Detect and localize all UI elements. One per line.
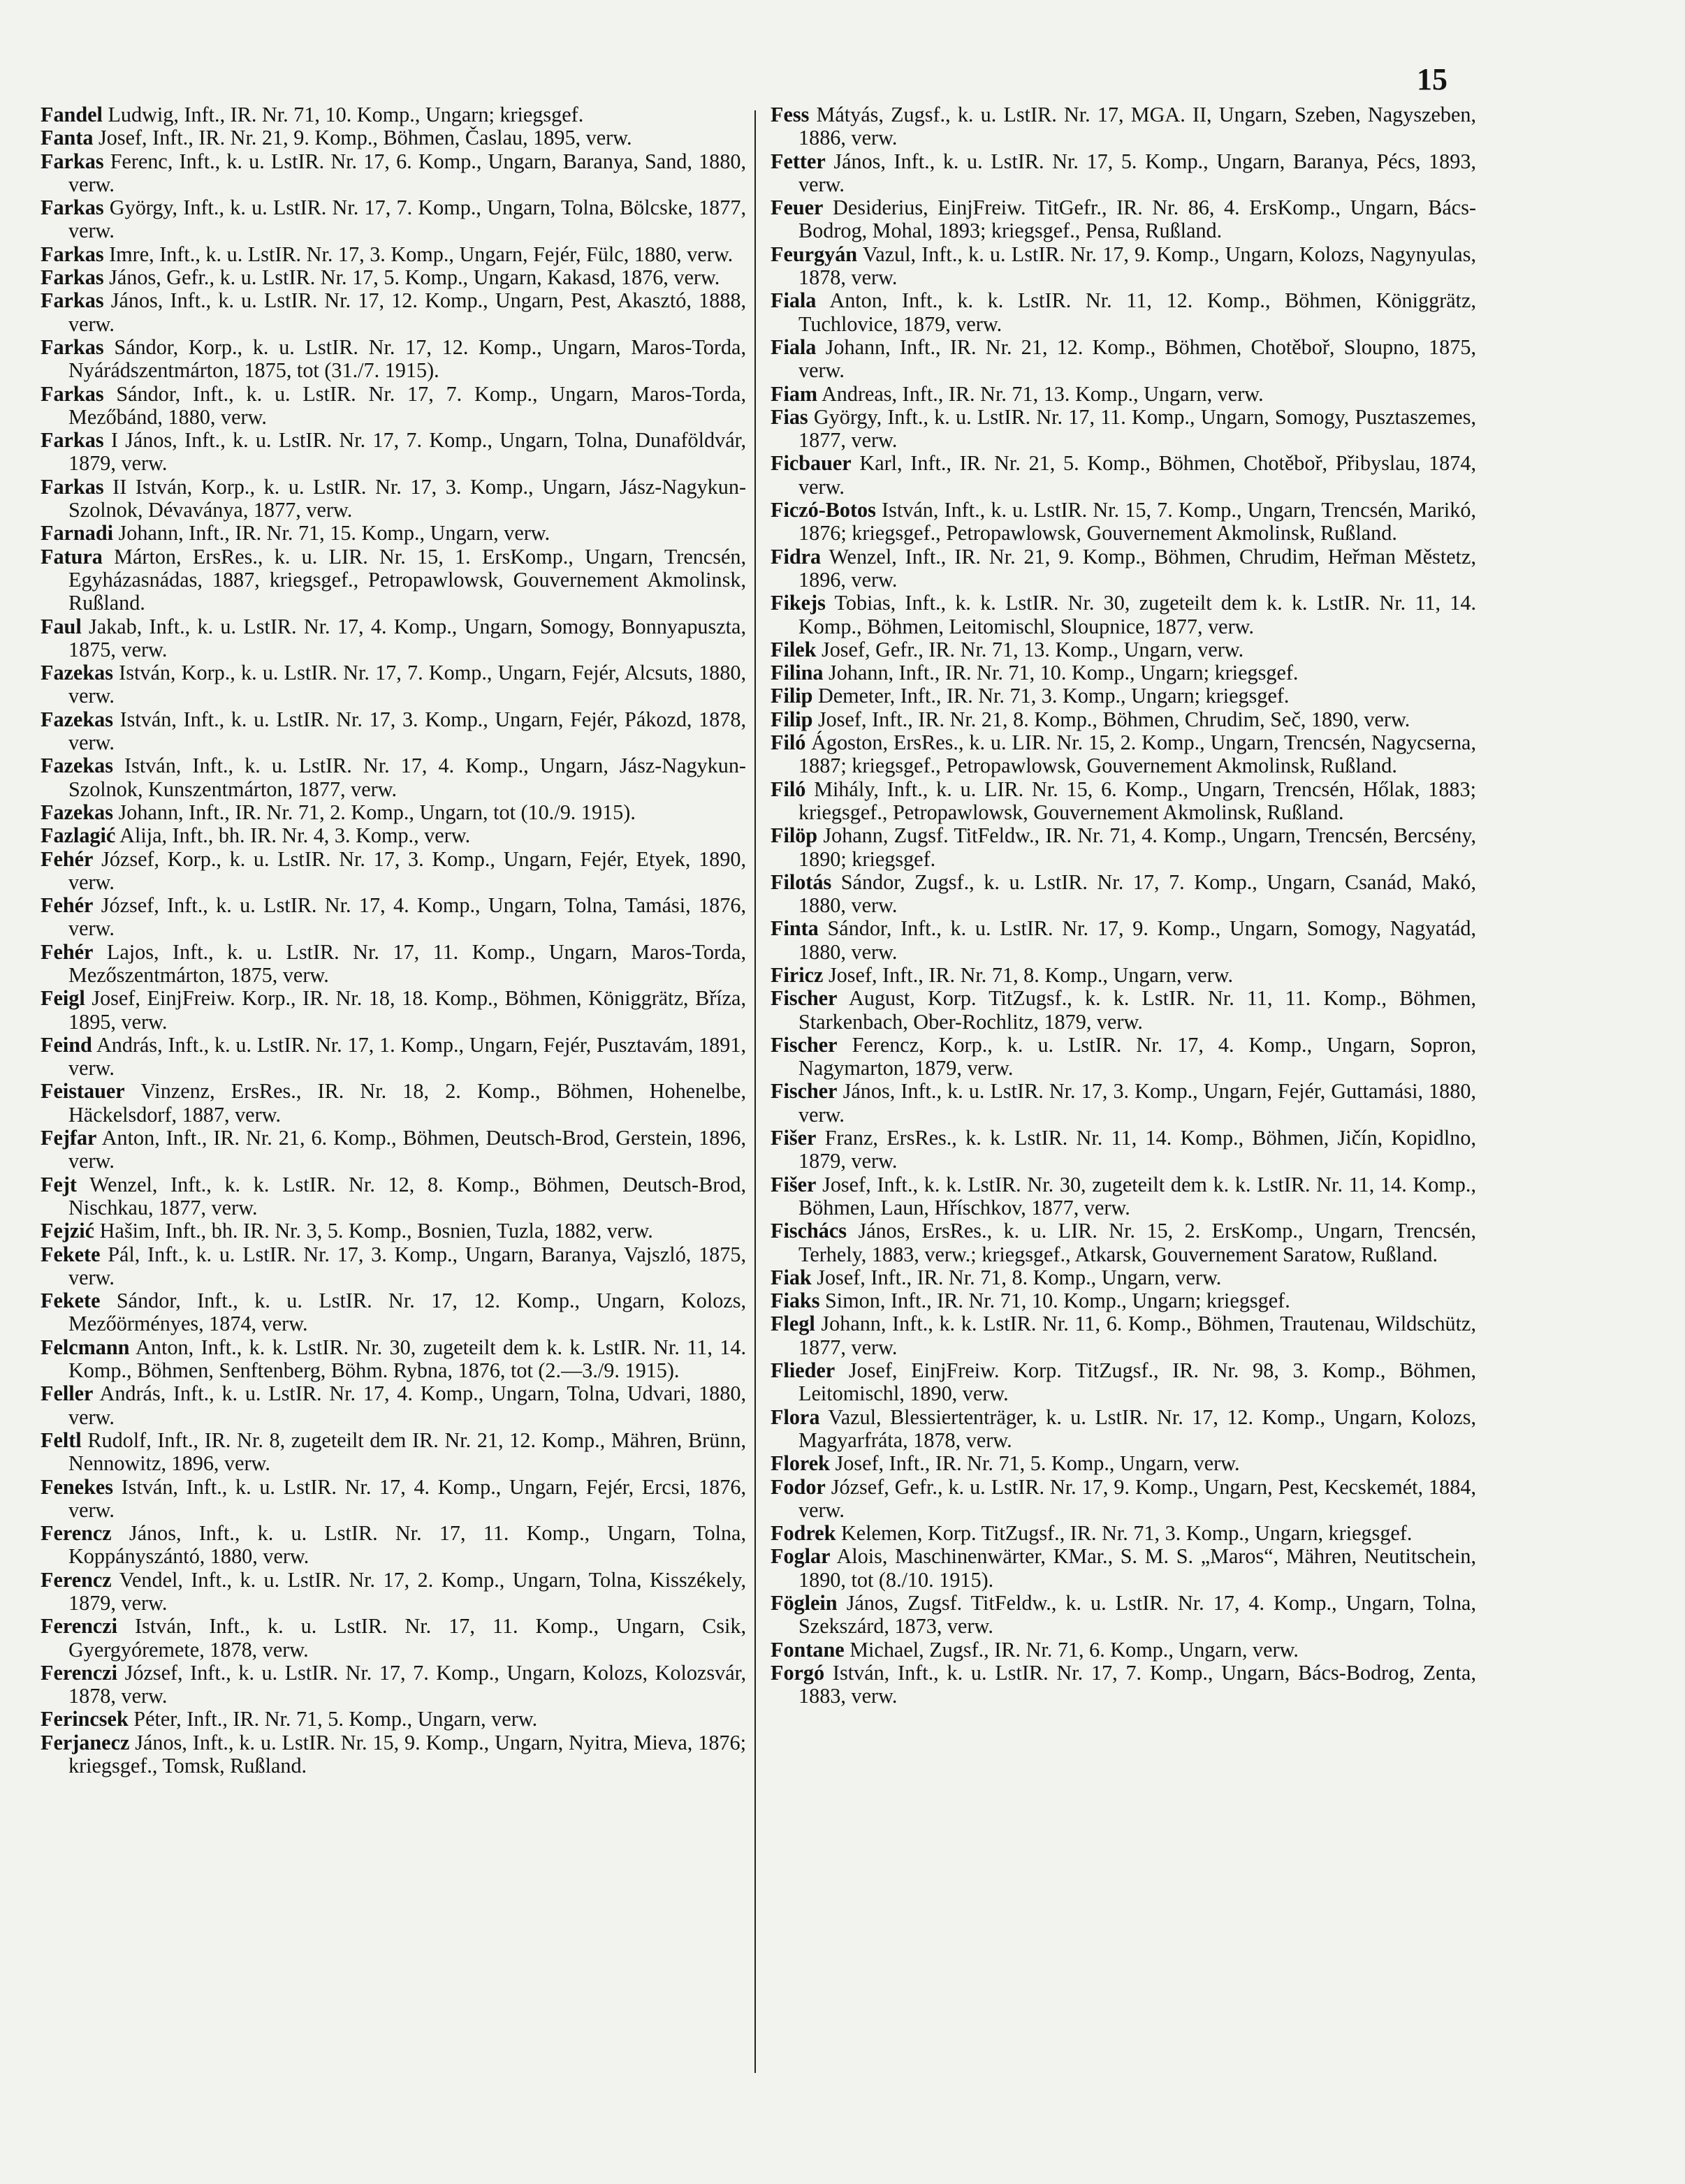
- register-entry: [41, 336, 746, 383]
- entry-details: Mihály, Inft., k. u. LIR. Nr. 15, 6. Komp., Ungarn, Trencsén, Hőlak, 1883; kriegsgef., Petropawlowsk, Gouvernement Akmolinsk, Rußland.: [798, 777, 1476, 824]
- entry-details: István, Inft., k. u. LstIR. Nr. 17, 3. Komp., Ungarn, Fejér, Pákozd, 1878, verw.: [68, 707, 746, 755]
- entry-surname: Fejfar: [41, 1126, 97, 1150]
- entry-details: György, Inft., k. u. LstIR. Nr. 17, 7. Komp., Ungarn, Tolna, Bölcske, 1877, verw.: [68, 196, 746, 243]
- entry-details: József, Inft., k. u. LstIR. Nr. 17, 4. Komp., Ungarn, Tolna, Tamási, 1876, verw.: [68, 893, 746, 941]
- entry-details: Márton, ErsRes., k. u. LIR. Nr. 15, 1. ErsKomp., Ungarn, Trencsén, Egyházasnádas, 1887, kriegsgef., Petropawlowsk, Gouvernement Akmolinsk, Rußland.: [68, 544, 746, 615]
- entry-surname: Fetter: [771, 149, 826, 173]
- entry-surname: Feistauer: [41, 1079, 125, 1104]
- entry-details: Ágoston, ErsRes., k. u. LIR. Nr. 15, 2. Komp., Ungarn, Trencsén, Nagycserna, 1887; kriegsgef., Petropawlowsk, Gouvernement Akmolinsk, Rußland.: [798, 731, 1476, 778]
- register-entry: [41, 801, 746, 824]
- register-entry: [771, 1406, 1476, 1453]
- register-entry: [771, 1452, 1476, 1475]
- entry-details: István, Inft., k. u. LstIR. Nr. 17, 11. Komp., Ungarn, Csik, Gyergyóremete, 1878, verw.: [68, 1614, 746, 1662]
- register-entry: [41, 1708, 746, 1731]
- entry-surname: Farkas: [41, 474, 104, 499]
- register-entry: [771, 406, 1476, 453]
- entry-surname: Faul: [41, 614, 82, 638]
- entry-surname: Fazekas: [41, 707, 113, 731]
- register-entry: [41, 1219, 746, 1243]
- entry-surname: Fias: [771, 404, 808, 429]
- register-entry: [41, 150, 746, 197]
- entry-surname: Fehér: [41, 939, 94, 964]
- register-entry: [41, 289, 746, 336]
- register-entry: [771, 1034, 1476, 1080]
- register-entry: [771, 1219, 1476, 1266]
- entry-surname: Flegl: [771, 1312, 815, 1336]
- register-entry: [41, 1127, 746, 1173]
- entry-surname: Fehér: [41, 847, 94, 871]
- entry-details: Desiderius, EinjFreiw. TitGefr., IR. Nr. 86, 4. ErsKomp., Ungarn, Bács-Bodrog, Mohal, 1893; kriegsgef., Pensa, Rußland.: [798, 196, 1476, 243]
- register-entry: [41, 1476, 746, 1523]
- entry-surname: Fodrek: [771, 1521, 836, 1546]
- register-entry: [771, 452, 1476, 499]
- register-entry: [41, 1429, 746, 1476]
- entry-surname: Ferencz: [41, 1521, 112, 1546]
- register-entry: [771, 289, 1476, 336]
- entry-details: Sándor, Inft., k. u. LstIR. Nr. 17, 12. Komp., Ungarn, Kolozs, Mezőörményes, 1874, verw.: [68, 1289, 746, 1336]
- entry-details: Josef, Inft., IR. Nr. 71, 8. Komp., Ungarn, verw.: [823, 962, 1234, 987]
- entry-details: József, Inft., k. u. LstIR. Nr. 17, 7. Komp., Ungarn, Kolozs, Kolozsvár, 1878, verw.: [68, 1660, 746, 1708]
- entry-surname: Fatura: [41, 544, 103, 569]
- register-entry: [771, 731, 1476, 778]
- entry-details: Wenzel, Inft., k. k. LstIR. Nr. 12, 8. Komp., Böhmen, Deutsch-Brod, Nischkau, 1877, verw.: [68, 1172, 746, 1219]
- entry-details: György, Inft., k. u. LstIR. Nr. 17, 11. Komp., Ungarn, Somogy, Pusztaszemes, 1877, verw.: [798, 404, 1476, 453]
- entry-surname: Flora: [771, 1405, 820, 1429]
- entry-surname: Fekete: [41, 1242, 101, 1266]
- register-entry: [771, 499, 1476, 545]
- entry-details: Karl, Inft., IR. Nr. 21, 5. Komp., Böhmen, Chotěboř, Přibyslau, 1874, verw.: [798, 451, 1476, 499]
- entry-surname: Fejzić: [41, 1219, 95, 1243]
- entry-surname: Foglar: [771, 1544, 831, 1569]
- entry-details: János, Inft., k. u. LstIR. Nr. 17, 11. Komp., Ungarn, Tolna, Koppányszántó, 1880, verw.: [68, 1521, 746, 1569]
- entry-surname: Farkas: [41, 265, 104, 290]
- entry-details: István, Inft., k. u. LstIR. Nr. 17, 4. Komp., Ungarn, Jász-Nagykun-Szolnok, Kunszentmárton, 1877, verw.: [68, 754, 746, 801]
- entry-details: Wenzel, Inft., IR. Nr. 21, 9. Komp., Böhmen, Chrudim, Heřman Městetz, 1896, verw.: [798, 544, 1476, 592]
- entry-details: August, Korp. TitZugsf., k. k. LstIR. Nr. 11, 11. Komp., Böhmen, Starkenbach, Ober-Rochlitz, 1879, verw.: [798, 986, 1476, 1034]
- register-entry: [771, 987, 1476, 1034]
- entry-details: István, Korp., k. u. LstIR. Nr. 17, 7. Komp., Ungarn, Fejér, Alcsuts, 1880, verw.: [68, 661, 746, 708]
- entry-surname: Feind: [41, 1032, 92, 1057]
- entry-details: Josef, Gefr., IR. Nr. 71, 13. Komp., Ungarn, verw.: [816, 637, 1244, 661]
- entry-surname: Farkas: [41, 149, 104, 173]
- entry-details: II István, Korp., k. u. LstIR. Nr. 17, 3. Komp., Ungarn, Jász-Nagykun-Szolnok, Dévaványa, 1877, verw.: [68, 474, 746, 522]
- entry-details: Demeter, Inft., IR. Nr. 71, 3. Komp., Ungarn; kriegsgef.: [812, 684, 1290, 708]
- entry-details: Pál, Inft., k. u. LstIR. Nr. 17, 3. Komp., Ungarn, Baranya, Vajszló, 1875, verw.: [68, 1242, 746, 1289]
- register-entry: [41, 1173, 746, 1220]
- register-entry: [771, 1359, 1476, 1406]
- entry-details: András, Inft., k. u. LstIR. Nr. 17, 4. Komp., Ungarn, Tolna, Udvari, 1880, verw.: [68, 1382, 746, 1429]
- register-entry: [771, 1522, 1476, 1545]
- register-entry: [771, 638, 1476, 661]
- entry-surname: Farkas: [41, 428, 104, 453]
- entry-surname: Fazekas: [41, 754, 113, 778]
- entry-surname: Farkas: [41, 381, 104, 406]
- register-entry: [771, 964, 1476, 987]
- entry-surname: Farnadi: [41, 521, 113, 545]
- register-entry: [771, 1289, 1476, 1312]
- page-number: 15: [1417, 62, 1447, 96]
- register-entry: [41, 266, 746, 289]
- register-entry: [41, 1662, 746, 1708]
- entry-details: Tobias, Inft., k. k. LstIR. Nr. 30, zugeteilt dem k. k. LstIR. Nr. 11, 14. Komp., Böhmen, Leitomischl, Sloupnice, 1877, verw.: [798, 591, 1476, 638]
- entry-details: Josef, EinjFreiw. Korp. TitZugsf., IR. Nr. 98, 3. Komp., Böhmen, Leitomischl, 1890, verw.: [798, 1358, 1476, 1406]
- entry-details: András, Inft., k. u. LstIR. Nr. 17, 1. Komp., Ungarn, Fejér, Pusztavám, 1891, verw.: [68, 1032, 746, 1080]
- entry-surname: Farkas: [41, 288, 104, 313]
- entry-surname: Felcmann: [41, 1335, 130, 1359]
- entry-details: Sándor, Inft., k. u. LstIR. Nr. 17, 9. Komp., Ungarn, Somogy, Nagyatád, 1880, verw.: [798, 916, 1476, 964]
- register-entry: [41, 429, 746, 476]
- entry-surname: Fess: [771, 103, 810, 126]
- entry-surname: Filó: [771, 777, 806, 801]
- left-column: [41, 103, 746, 1778]
- register-entry: [41, 1034, 746, 1080]
- register-entry: [41, 894, 746, 941]
- register-entry: [41, 1615, 746, 1662]
- entry-details: János, Gefr., k. u. LstIR. Nr. 17, 5. Komp., Ungarn, Kakasd, 1876, verw.: [103, 265, 720, 290]
- entry-surname: Filöp: [771, 823, 818, 848]
- register-entry: [41, 243, 746, 266]
- entry-surname: Ferincsek: [41, 1707, 129, 1731]
- register-entry: [771, 336, 1476, 383]
- entry-surname: Filotás: [771, 870, 832, 894]
- entry-surname: Feltl: [41, 1428, 82, 1452]
- entry-details: Josef, EinjFreiw. Korp., IR. Nr. 18, 18. Komp., Böhmen, Königgrätz, Bříza, 1895, verw.: [68, 986, 746, 1034]
- entry-details: Josef, Inft., IR. Nr. 71, 5. Komp., Ungarn, verw.: [829, 1451, 1240, 1476]
- register-entry: [41, 1080, 746, 1127]
- entry-surname: Fenekes: [41, 1474, 113, 1499]
- entry-surname: Fišer: [771, 1172, 817, 1196]
- entry-surname: Fikejs: [771, 591, 826, 615]
- entry-details: Imre, Inft., k. u. LstIR. Nr. 17, 3. Komp., Ungarn, Fejér, Fülc, 1880, verw.: [103, 242, 734, 266]
- entry-details: Sándor, Inft., k. u. LstIR. Nr. 17, 7. Komp., Ungarn, Maros-Torda, Mezőbánd, 1880, verw.: [68, 381, 746, 429]
- register-entry: [771, 1592, 1476, 1639]
- register-entry: [41, 754, 746, 801]
- register-entry: [771, 917, 1476, 964]
- right-column: [771, 103, 1476, 1708]
- entry-surname: Feuer: [771, 196, 824, 220]
- entry-details: Hašim, Inft., bh. IR. Nr. 3, 5. Komp., Bosnien, Tuzla, 1882, verw.: [94, 1219, 653, 1243]
- register-entry: [771, 243, 1476, 290]
- entry-surname: Fiaks: [771, 1289, 820, 1313]
- register-entry: [771, 1312, 1476, 1359]
- entry-surname: Fanta: [41, 126, 94, 150]
- entry-details: Ludwig, Inft., IR. Nr. 71, 10. Komp., Ungarn; kriegsgef.: [102, 103, 584, 126]
- register-entry: [41, 1522, 746, 1569]
- entry-surname: Fidra: [771, 544, 822, 569]
- entry-surname: Fazlagić: [41, 823, 116, 848]
- entry-details: István, Inft., k. u. LstIR. Nr. 15, 7. Komp., Ungarn, Trencsén, Marikó, 1876; kriegsgef., Petropawlowsk, Gouvernement Akmolinsk, Rußland.: [798, 498, 1476, 545]
- register-entry: [771, 150, 1476, 197]
- entry-surname: Feigl: [41, 986, 85, 1011]
- register-entry: [771, 684, 1476, 708]
- entry-details: József, Korp., k. u. LstIR. Nr. 17, 3. Komp., Ungarn, Fejér, Etyek, 1890, verw.: [68, 847, 746, 894]
- entry-details: Vinzenz, ErsRes., IR. Nr. 18, 2. Komp., Böhmen, Hohenelbe, Häckelsdorf, 1887, verw.: [68, 1079, 746, 1127]
- register-entry: [771, 1476, 1476, 1523]
- register-entry: [41, 545, 746, 615]
- entry-details: Josef, Inft., IR. Nr. 21, 9. Komp., Böhmen, Časlau, 1895, verw.: [93, 126, 632, 150]
- entry-details: Rudolf, Inft., IR. Nr. 8, zugeteilt dem IR. Nr. 21, 12. Komp., Mähren, Brünn, Nennowitz, 1896, verw.: [68, 1428, 746, 1476]
- entry-surname: Ficbauer: [771, 451, 852, 476]
- entry-details: Anton, Inft., k. k. LstIR. Nr. 11, 12. Komp., Böhmen, Königgrätz, Tuchlovice, 1879, verw.: [798, 288, 1476, 336]
- register-entry: [41, 848, 746, 895]
- entry-details: Vazul, Blessiertenträger, k. u. LstIR. Nr. 17, 12. Komp., Ungarn, Kolozs, Magyarfráta, 1878, verw.: [798, 1405, 1476, 1452]
- register-entry: [41, 1382, 746, 1429]
- register-entry: [771, 1639, 1476, 1662]
- register-entry: [771, 592, 1476, 638]
- register-entry: [41, 615, 746, 662]
- entry-surname: Fiam: [771, 381, 818, 406]
- entry-surname: Fazekas: [41, 661, 113, 685]
- entry-details: József, Gefr., k. u. LstIR. Nr. 17, 9. Komp., Ungarn, Pest, Kecskemét, 1884, verw.: [798, 1474, 1476, 1522]
- register-entry: [771, 103, 1476, 150]
- entry-details: Sándor, Korp., k. u. LstIR. Nr. 17, 12. Komp., Ungarn, Maros-Torda, Nyárádszentmárton, 1875, tot (31./7. 1915).: [68, 335, 746, 383]
- register-entry: [41, 1289, 746, 1336]
- entry-surname: Forgó: [771, 1660, 825, 1685]
- register-entry: [41, 522, 746, 545]
- entry-surname: Fischer: [771, 1079, 838, 1104]
- entry-surname: Filek: [771, 637, 817, 661]
- entry-surname: Filó: [771, 731, 806, 755]
- entry-details: Kelemen, Korp. TitZugsf., IR. Nr. 71, 3. Komp., Ungarn, kriegsgef.: [836, 1521, 1413, 1546]
- register-entry: [771, 383, 1476, 406]
- entry-surname: Farkas: [41, 196, 104, 220]
- entry-details: I János, Inft., k. u. LstIR. Nr. 17, 7. Komp., Ungarn, Tolna, Dunaföldvár, 1879, verw.: [68, 428, 746, 476]
- entry-details: Mátyás, Zugsf., k. u. LstIR. Nr. 17, MGA. II, Ungarn, Szeben, Nagyszeben, 1886, verw.: [798, 103, 1476, 150]
- entry-surname: Farkas: [41, 242, 104, 266]
- entry-details: Johann, Inft., IR. Nr. 71, 2. Komp., Ungarn, tot (10./9. 1915).: [112, 800, 636, 824]
- entry-details: Johann, Inft., IR. Nr. 71, 15. Komp., Ungarn, verw.: [113, 521, 550, 545]
- entry-details: Johann, Inft., IR. Nr. 21, 12. Komp., Böhmen, Chotěboř, Sloupno, 1875, verw.: [798, 335, 1476, 383]
- register-entry: [41, 383, 746, 430]
- entry-details: Josef, Inft., IR. Nr. 21, 8. Komp., Böhmen, Chrudim, Seč, 1890, verw.: [812, 707, 1410, 731]
- register-entry: [771, 1127, 1476, 1173]
- entry-details: János, Inft., k. u. LstIR. Nr. 17, 5. Komp., Ungarn, Baranya, Pécs, 1893, verw.: [798, 149, 1476, 196]
- entry-details: Josef, Inft., k. k. LstIR. Nr. 30, zugeteilt dem k. k. LstIR. Nr. 11, 14. Komp., Böhmen, Laun, Hříschkov, 1877, verw.: [798, 1172, 1476, 1219]
- entry-surname: Filip: [771, 707, 813, 731]
- register-entry: [771, 545, 1476, 592]
- entry-details: Josef, Inft., IR. Nr. 71, 8. Komp., Ungarn, verw.: [811, 1265, 1222, 1289]
- entry-details: Péter, Inft., IR. Nr. 71, 5. Komp., Ungarn, verw.: [128, 1707, 538, 1731]
- entry-surname: Fiala: [771, 335, 817, 359]
- entry-surname: Ficzó-Botos: [771, 498, 876, 522]
- entry-details: Sándor, Zugsf., k. u. LstIR. Nr. 17, 7. Komp., Ungarn, Csanád, Makó, 1880, verw.: [798, 870, 1476, 918]
- entry-surname: Fandel: [41, 103, 103, 126]
- register-entry: [771, 196, 1476, 243]
- register-entry: [41, 987, 746, 1034]
- entry-details: János, ErsRes., k. u. LIR. Nr. 15, 2. ErsKomp., Ungarn, Trencsén, Terhely, 1883, verw.; kriegsgef., Atkarsk, Gouvernement Saratow, Rußland.: [798, 1219, 1476, 1266]
- entry-surname: Farkas: [41, 335, 104, 359]
- register-entry: [771, 1173, 1476, 1220]
- entry-details: Johann, Zugsf. TitFeldw., IR. Nr. 71, 4. Komp., Ungarn, Trencsén, Bercsény, 1890; kriegsgef.: [798, 823, 1476, 871]
- entry-details: Lajos, Inft., k. u. LstIR. Nr. 17, 11. Komp., Ungarn, Maros-Torda, Mezőszentmárton, 1875, verw.: [68, 939, 746, 987]
- entry-details: Michael, Zugsf., IR. Nr. 71, 6. Komp., Ungarn, verw.: [844, 1637, 1299, 1662]
- register-entry: [41, 126, 746, 149]
- entry-surname: Fontane: [771, 1637, 845, 1662]
- register-entry: [41, 824, 746, 847]
- register-entry: [771, 824, 1476, 871]
- register-entry: [771, 1662, 1476, 1708]
- entry-details: Anton, Inft., k. k. LstIR. Nr. 30, zugeteilt dem k. k. LstIR. Nr. 11, 14. Komp., Böhmen, Senftenberg, Böhm. Rybna, 1876, tot (2.—3./9. 1915).: [68, 1335, 746, 1383]
- entry-details: Anton, Inft., IR. Nr. 21, 6. Komp., Böhmen, Deutsch-Brod, Gerstein, 1896, verw.: [68, 1126, 746, 1173]
- entry-details: János, Zugsf. TitFeldw., k. u. LstIR. Nr. 17, 4. Komp., Ungarn, Tolna, Szekszárd, 1873, verw.: [798, 1591, 1476, 1639]
- entry-surname: Fišer: [771, 1126, 817, 1150]
- register-entry: [41, 708, 746, 755]
- entry-details: Alija, Inft., bh. IR. Nr. 4, 3. Komp., verw.: [115, 823, 471, 848]
- register-entry: [771, 708, 1476, 731]
- register-entry: [771, 1080, 1476, 1127]
- entry-surname: Ferenczi: [41, 1660, 118, 1685]
- entry-surname: Ferjanecz: [41, 1730, 130, 1754]
- entry-surname: Fiala: [771, 288, 817, 313]
- entry-details: Alois, Maschinenwärter, KMar., S. M. S. „Maros“, Mähren, Neutitschein, 1890, tot (8./10. 1915).: [798, 1544, 1476, 1592]
- register-entry: [41, 1731, 746, 1778]
- entry-surname: Fazekas: [41, 800, 113, 824]
- entry-surname: Fejt: [41, 1172, 77, 1196]
- entry-surname: Fodor: [771, 1474, 826, 1499]
- entry-details: Johann, Inft., IR. Nr. 71, 10. Komp., Ungarn; kriegsgef.: [823, 661, 1299, 685]
- entry-details: Andreas, Inft., IR. Nr. 71, 13. Komp., Ungarn, verw.: [817, 381, 1264, 406]
- entry-surname: Florek: [771, 1451, 830, 1476]
- entry-surname: Fehér: [41, 893, 94, 918]
- register-entry: [41, 1243, 746, 1290]
- entry-details: Johann, Inft., k. k. LstIR. Nr. 11, 6. Komp., Böhmen, Trautenau, Wildschütz, 1877, verw.: [798, 1312, 1476, 1359]
- register-entry: [41, 1569, 746, 1615]
- entry-surname: Feller: [41, 1382, 94, 1406]
- entry-details: Ferencz, Korp., k. u. LstIR. Nr. 17, 4. Komp., Ungarn, Sopron, Nagymarton, 1879, verw.: [798, 1032, 1476, 1080]
- register-entry: [771, 778, 1476, 825]
- entry-surname: Filina: [771, 661, 824, 685]
- entry-surname: Flieder: [771, 1358, 836, 1383]
- entry-surname: Fischács: [771, 1219, 847, 1243]
- register-entry: [771, 1266, 1476, 1289]
- register-entry: [41, 103, 746, 126]
- entry-surname: Finta: [771, 916, 819, 941]
- register-entry: [41, 661, 746, 708]
- entry-surname: Fiak: [771, 1265, 812, 1289]
- entry-surname: Filip: [771, 684, 813, 708]
- entry-details: István, Inft., k. u. LstIR. Nr. 17, 4. Komp., Ungarn, Fejér, Ercsi, 1876, verw.: [68, 1474, 746, 1522]
- entry-surname: Fischer: [771, 986, 838, 1011]
- register-entry: [771, 1545, 1476, 1592]
- entry-details: Vendel, Inft., k. u. LstIR. Nr. 17, 2. Komp., Ungarn, Tolna, Kisszékely, 1879, verw.: [68, 1567, 746, 1615]
- register-entry: [41, 1336, 746, 1383]
- entry-surname: Ferenczi: [41, 1614, 118, 1639]
- entry-surname: Firicz: [771, 962, 824, 987]
- entry-surname: Fischer: [771, 1032, 838, 1057]
- entry-details: Ferenc, Inft., k. u. LstIR. Nr. 17, 6. Komp., Ungarn, Baranya, Sand, 1880, verw.: [68, 149, 746, 196]
- entry-surname: Feurgyán: [771, 242, 858, 266]
- entry-surname: Föglein: [771, 1591, 838, 1615]
- entry-details: Franz, ErsRes., k. k. LstIR. Nr. 11, 14. Komp., Böhmen, Jičín, Kopidlno, 1879, verw.: [798, 1126, 1476, 1173]
- register-entry: [41, 196, 746, 243]
- column-divider: [754, 110, 756, 2073]
- entry-details: Jakab, Inft., k. u. LstIR. Nr. 17, 4. Komp., Ungarn, Somogy, Bonnyapuszta, 1875, verw.: [68, 614, 746, 661]
- register-entry: [41, 476, 746, 522]
- entry-details: István, Inft., k. u. LstIR. Nr. 17, 7. Komp., Ungarn, Bács-Bodrog, Zenta, 1883, verw.: [798, 1660, 1476, 1708]
- entry-details: János, Inft., k. u. LstIR. Nr. 15, 9. Komp., Ungarn, Nyitra, Mieva, 1876; kriegsgef., Tomsk, Rußland.: [68, 1730, 746, 1778]
- entry-surname: Ferencz: [41, 1567, 112, 1592]
- entry-details: Simon, Inft., IR. Nr. 71, 10. Komp., Ungarn; kriegsgef.: [819, 1289, 1290, 1313]
- entry-details: Vazul, Inft., k. u. LstIR. Nr. 17, 9. Komp., Ungarn, Kolozs, Nagynyulas, 1878, verw.: [798, 242, 1476, 290]
- entry-details: János, Inft., k. u. LstIR. Nr. 17, 3. Komp., Ungarn, Fejér, Guttamási, 1880, verw.: [798, 1079, 1476, 1127]
- register-entry: [771, 871, 1476, 918]
- entry-details: János, Inft., k. u. LstIR. Nr. 17, 12. Komp., Ungarn, Pest, Akasztó, 1888, verw.: [68, 288, 746, 336]
- register-entry: [41, 941, 746, 988]
- entry-surname: Fekete: [41, 1289, 101, 1313]
- register-entry: [771, 661, 1476, 684]
